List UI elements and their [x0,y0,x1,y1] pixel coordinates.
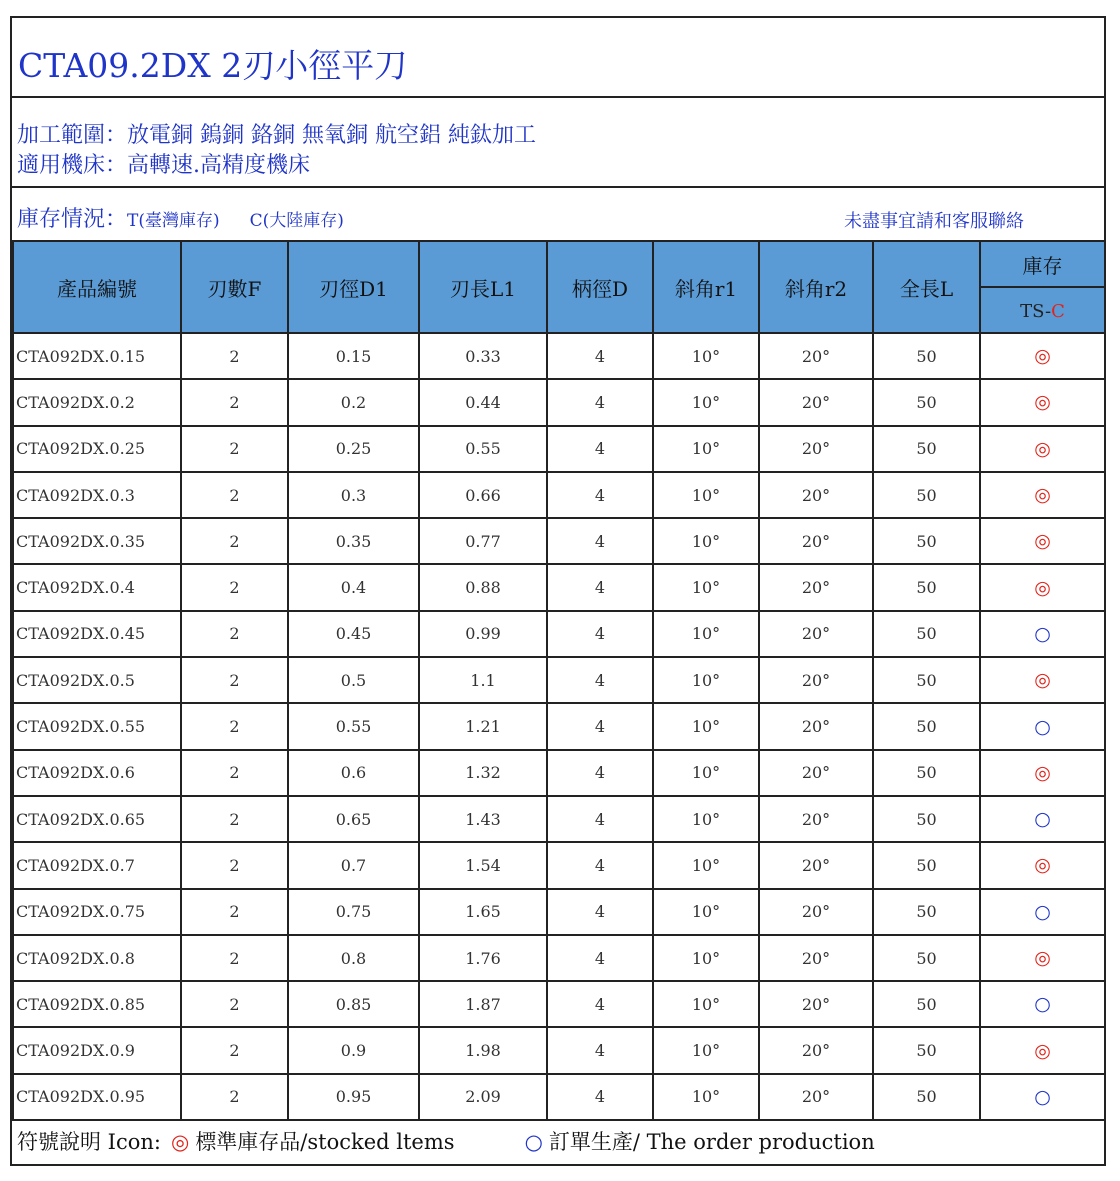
d1-cell: 0.45 [288,611,419,657]
stocked-mark-icon: ◎ [1034,437,1051,460]
r1-cell: 10° [653,611,759,657]
header-row [13,241,1105,287]
d1-cell: 0.2 [288,379,419,425]
l1-cell: 1.76 [419,935,547,981]
l1-cell: 0.44 [419,379,547,425]
stock-status-row [12,188,1104,240]
stocked-mark-icon: ◎ [1034,947,1051,969]
length-cell: 50 [873,889,980,935]
spec-table [12,240,1106,1121]
shank-cell: 4 [547,842,653,888]
length-cell: 50 [873,379,980,425]
l1-cell: 0.55 [419,426,547,472]
length-cell: 50 [873,426,980,472]
r1-cell: 10° [653,1027,759,1073]
flutes-cell: 2 [181,750,288,796]
order-mark-icon: ○ [1034,993,1051,1016]
flutes-cell: 2 [181,1027,288,1073]
shank-cell: 4 [547,1074,653,1120]
length-cell: 50 [873,796,980,842]
stocked-mark-icon: ◎ [1034,576,1051,599]
r1-cell: 10° [653,750,759,796]
r1-cell: 10° [653,842,759,888]
l1-cell: 1.21 [419,703,547,749]
length-cell: 50 [873,333,980,379]
info-section [12,98,1104,188]
legend-order-text: 訂單生產/ The order production [548,1130,875,1154]
stock-cell [980,472,1105,518]
stock-mainland: C(大陸庫存) [249,211,344,231]
order-mark-icon: ○ [1034,622,1051,645]
col-length: 全長L [873,241,980,333]
l1-cell: 0.99 [419,611,547,657]
flutes-cell: 2 [181,842,288,888]
r2-cell: 20° [759,657,873,703]
r2-cell: 20° [759,1027,873,1073]
flutes-cell: 2 [181,564,288,610]
flutes-cell: 2 [181,333,288,379]
stock-cell [980,1074,1105,1120]
stock-sub-ts: TS- [1020,301,1052,322]
r1-cell: 10° [653,935,759,981]
table-row [13,472,1105,518]
table-row [13,889,1105,935]
shank-cell: 4 [547,518,653,564]
model-cell: CTA092DX.0.8 [13,935,181,981]
table-row [13,657,1105,703]
stocked-icon: ◎ [170,1130,190,1154]
stock-cell [980,564,1105,610]
model-cell: CTA092DX.0.3 [13,472,181,518]
d1-cell: 0.25 [288,426,419,472]
r2-cell: 20° [759,750,873,796]
stock-taiwan: T(臺灣庫存) [127,211,220,231]
table-row [13,426,1105,472]
table-row [13,333,1105,379]
title-row [12,18,1104,98]
d1-cell: 0.95 [288,1074,419,1120]
l1-cell: 1.98 [419,1027,547,1073]
r1-cell: 10° [653,472,759,518]
table-row [13,611,1105,657]
l1-cell: 1.65 [419,889,547,935]
legend-row [12,1116,1104,1164]
model-cell: CTA092DX.0.25 [13,426,181,472]
col-model: 產品編號 [13,241,181,333]
col-l1: 刃長L1 [419,241,547,333]
shank-cell: 4 [547,564,653,610]
flutes-cell: 2 [181,981,288,1027]
flutes-cell: 2 [181,889,288,935]
stocked-mark-icon: ◎ [1034,530,1051,553]
model-cell: CTA092DX.0.7 [13,842,181,888]
r1-cell: 10° [653,796,759,842]
flutes-cell: 2 [181,379,288,425]
d1-cell: 0.6 [288,750,419,796]
d1-cell: 0.4 [288,564,419,610]
shank-cell: 4 [547,889,653,935]
length-cell: 50 [873,1027,980,1073]
table-row [13,1074,1105,1120]
shank-cell: 4 [547,703,653,749]
col-d1: 刃徑D1 [288,241,419,333]
stock-cell [980,518,1105,564]
stock-sub-c: C [1051,301,1065,322]
table-row [13,796,1105,842]
shank-cell: 4 [547,935,653,981]
col-r2: 斜角r2 [759,241,873,333]
model-cell: CTA092DX.0.35 [13,518,181,564]
model-cell: CTA092DX.0.45 [13,611,181,657]
r2-cell: 20° [759,333,873,379]
flutes-cell: 2 [181,472,288,518]
shank-cell: 4 [547,796,653,842]
model-cell: CTA092DX.0.95 [13,1074,181,1120]
r2-cell: 20° [759,703,873,749]
length-cell: 50 [873,981,980,1027]
model-cell: CTA092DX.0.4 [13,564,181,610]
table-body [13,333,1105,1120]
stock-cell [980,657,1105,703]
l1-cell: 1.87 [419,981,547,1027]
l1-cell: 2.09 [419,1074,547,1120]
col-stock: 庫存 [980,241,1105,287]
d1-cell: 0.3 [288,472,419,518]
flutes-cell: 2 [181,796,288,842]
shank-cell: 4 [547,1027,653,1073]
d1-cell: 0.85 [288,981,419,1027]
l1-cell: 1.1 [419,657,547,703]
order-mark-icon: ○ [1034,808,1051,831]
l1-cell: 0.88 [419,564,547,610]
l1-cell: 0.66 [419,472,547,518]
r1-cell: 10° [653,379,759,425]
length-cell: 50 [873,842,980,888]
r2-cell: 20° [759,379,873,425]
stock-cell [980,981,1105,1027]
r1-cell: 10° [653,1074,759,1120]
l1-cell: 0.77 [419,518,547,564]
legend-label: 符號說明 Icon: [17,1130,161,1154]
shank-cell: 4 [547,611,653,657]
stocked-mark-icon: ◎ [1034,669,1051,692]
processing-range: 加工範圍：放電銅 鎢銅 鉻銅 無氧銅 航空鋁 純鈦加工 [17,123,536,148]
stock-cell [980,379,1105,425]
product-sheet [10,16,1106,1166]
stock-cell [980,703,1105,749]
applicable-machine: 適用機床：高轉速.高精度機床 [17,153,310,178]
stock-status-label: 庫存情況： [17,207,128,232]
d1-cell: 0.75 [288,889,419,935]
r1-cell: 10° [653,564,759,610]
legend-stocked-text: 標準庫存品/stocked ltems [195,1130,455,1154]
shank-cell: 4 [547,750,653,796]
r2-cell: 20° [759,796,873,842]
r2-cell: 20° [759,472,873,518]
length-cell: 50 [873,564,980,610]
table-row [13,981,1105,1027]
d1-cell: 0.7 [288,842,419,888]
stock-cell [980,1027,1105,1073]
legend [17,1126,875,1156]
order-icon: ○ [524,1130,543,1154]
shank-cell: 4 [547,379,653,425]
l1-cell: 0.33 [419,333,547,379]
order-mark-icon: ○ [1034,715,1051,738]
l1-cell: 1.43 [419,796,547,842]
page-title: CTA09.2DX 2刃小徑平刀 [18,46,408,85]
r2-cell: 20° [759,1074,873,1120]
model-cell: CTA092DX.0.15 [13,333,181,379]
model-cell: CTA092DX.0.75 [13,889,181,935]
stock-cell [980,426,1105,472]
r1-cell: 10° [653,703,759,749]
length-cell: 50 [873,472,980,518]
r1-cell: 10° [653,889,759,935]
stock-cell [980,750,1105,796]
stocked-mark-icon: ◎ [1034,484,1051,507]
model-cell: CTA092DX.0.85 [13,981,181,1027]
r1-cell: 10° [653,426,759,472]
r2-cell: 20° [759,842,873,888]
stock-cell [980,842,1105,888]
d1-cell: 0.35 [288,518,419,564]
d1-cell: 0.55 [288,703,419,749]
d1-cell: 0.15 [288,333,419,379]
shank-cell: 4 [547,657,653,703]
length-cell: 50 [873,611,980,657]
r2-cell: 20° [759,981,873,1027]
r1-cell: 10° [653,518,759,564]
l1-cell: 1.32 [419,750,547,796]
r1-cell: 10° [653,981,759,1027]
order-mark-icon: ○ [1034,900,1051,923]
table-row [13,379,1105,425]
r2-cell: 20° [759,518,873,564]
flutes-cell: 2 [181,935,288,981]
table-row [13,703,1105,749]
d1-cell: 0.5 [288,657,419,703]
model-cell: CTA092DX.0.2 [13,379,181,425]
l1-cell: 1.54 [419,842,547,888]
r2-cell: 20° [759,426,873,472]
col-d: 柄徑D [547,241,653,333]
length-cell: 50 [873,657,980,703]
length-cell: 50 [873,935,980,981]
length-cell: 50 [873,1074,980,1120]
col-r1: 斜角r1 [653,241,759,333]
d1-cell: 0.9 [288,1027,419,1073]
length-cell: 50 [873,703,980,749]
stock-cell [980,889,1105,935]
length-cell: 50 [873,518,980,564]
flutes-cell: 2 [181,611,288,657]
table-row [13,518,1105,564]
model-cell: CTA092DX.0.6 [13,750,181,796]
shank-cell: 4 [547,981,653,1027]
length-cell: 50 [873,750,980,796]
r1-cell: 10° [653,333,759,379]
d1-cell: 0.65 [288,796,419,842]
flutes-cell: 2 [181,657,288,703]
model-cell: CTA092DX.0.65 [13,796,181,842]
col-flutes: 刃數F [181,241,288,333]
stock-cell [980,935,1105,981]
stocked-mark-icon: ◎ [1034,761,1051,784]
col-stock-sub [980,287,1105,333]
r2-cell: 20° [759,564,873,610]
stocked-mark-icon: ◎ [1034,345,1051,368]
stock-status [17,202,344,233]
model-cell: CTA092DX.0.55 [13,703,181,749]
stock-cell [980,611,1105,657]
model-cell: CTA092DX.0.5 [13,657,181,703]
table-row [13,564,1105,610]
r2-cell: 20° [759,611,873,657]
r2-cell: 20° [759,935,873,981]
table-row [13,750,1105,796]
r1-cell: 10° [653,657,759,703]
flutes-cell: 2 [181,1074,288,1120]
stocked-mark-icon: ◎ [1034,391,1051,414]
d1-cell: 0.8 [288,935,419,981]
stock-cell [980,333,1105,379]
stock-cell [980,796,1105,842]
shank-cell: 4 [547,472,653,518]
contact-note: 未盡事宜請和客服聯絡 [844,211,1024,232]
model-cell: CTA092DX.0.9 [13,1027,181,1073]
r2-cell: 20° [759,889,873,935]
flutes-cell: 2 [181,426,288,472]
order-mark-icon: ○ [1034,1085,1051,1108]
table-row [13,935,1105,981]
stocked-mark-icon: ◎ [1034,1039,1051,1062]
table-row [13,842,1105,888]
stocked-mark-icon: ◎ [1034,854,1051,877]
shank-cell: 4 [547,426,653,472]
table-row [13,1027,1105,1073]
flutes-cell: 2 [181,518,288,564]
flutes-cell: 2 [181,703,288,749]
shank-cell: 4 [547,333,653,379]
